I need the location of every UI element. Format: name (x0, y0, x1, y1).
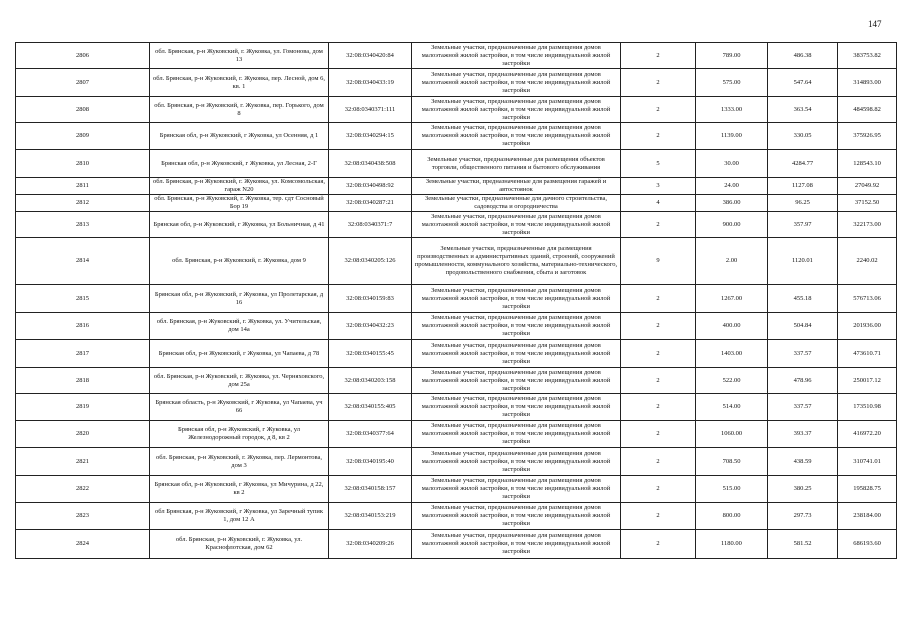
row-number-cell: 2812 (16, 195, 150, 212)
table-row (16, 394, 897, 421)
cadastral-value-cell: 173510.98 (838, 394, 897, 421)
address-cell: обл. Брянская, р-н Жуковский, г. Жуковка, ул. Учительская, дом 14а (150, 313, 329, 340)
rate-cell: 455.18 (768, 285, 838, 313)
land-use-cell: Земельные участки, предназначенные для размещения объектов торговли, общественного питания и бытового обслуживания (412, 150, 621, 178)
cadastral-number-cell: 32:08:0340432:23 (329, 313, 412, 340)
row-number-cell: 2815 (16, 285, 150, 313)
land-use-cell: Земельные участки, предназначенные для размещения домов малоэтажной жилой застройки, в том числе индивидуальной жилой застройки (412, 394, 621, 421)
rate-cell: 330.05 (768, 123, 838, 150)
address-cell: обл. Брянская, р-н Жуковский, г. Жуковка, пер. Лесной, дом 6, кв. 1 (150, 69, 329, 97)
row-number-cell: 2814 (16, 238, 150, 285)
rate-cell: 1120.01 (768, 238, 838, 285)
area-cell: 900.00 (696, 212, 768, 238)
address-cell: обл. Брянская, р-н Жуковский, г. Жуковка, тер. сдт Сосновый Бор 19 (150, 195, 329, 212)
cadastral-value-cell: 2240.02 (838, 238, 897, 285)
cadastral-value-cell: 250017.12 (838, 368, 897, 394)
table-row (16, 69, 897, 97)
area-cell: 1333.00 (696, 97, 768, 123)
area-cell: 708.50 (696, 448, 768, 476)
land-use-cell: Земельные участки, предназначенные для размещения домов малоэтажной жилой застройки, в том числе индивидуальной жилой застройки (412, 285, 621, 313)
area-cell: 800.00 (696, 503, 768, 530)
table-row (16, 476, 897, 503)
group-cell: 5 (621, 150, 696, 178)
table-row (16, 503, 897, 530)
cadastral-number-cell: 32:08:0340205:126 (329, 238, 412, 285)
rate-cell: 478.96 (768, 368, 838, 394)
group-cell: 2 (621, 340, 696, 368)
cadastral-number-cell: 32:08:0340433:19 (329, 69, 412, 97)
address-cell: обл. Брянская, р-н Жуковский, г. Жуковка, ул. Черняховского, дом 25а (150, 368, 329, 394)
area-cell: 24.00 (696, 178, 768, 195)
rate-cell: 337.57 (768, 340, 838, 368)
page-number: 147 (868, 19, 882, 29)
address-cell: Брянская обл, р-н Жуковский, г Жуковка, ул Пролетарская, д 16 (150, 285, 329, 313)
group-cell: 2 (621, 313, 696, 340)
table-row (16, 43, 897, 69)
group-cell: 9 (621, 238, 696, 285)
row-number-cell: 2822 (16, 476, 150, 503)
table-row (16, 313, 897, 340)
address-cell: обл. Брянская, р-н Жуковский, г. Жуковка, ул. Краснофлотская, дом 62 (150, 530, 329, 559)
row-number-cell: 2816 (16, 313, 150, 340)
area-cell: 515.00 (696, 476, 768, 503)
rate-cell: 504.84 (768, 313, 838, 340)
address-cell: обл. Брянская, р-н Жуковский, г. Жуковка, пер. Лермонтова, дом 3 (150, 448, 329, 476)
area-cell: 386.00 (696, 195, 768, 212)
cadastral-number-cell: 32:08:0340155:45 (329, 340, 412, 368)
rate-cell: 486.38 (768, 43, 838, 69)
cadastral-value-cell: 37152.50 (838, 195, 897, 212)
table-row (16, 448, 897, 476)
row-number-cell: 2819 (16, 394, 150, 421)
address-cell: обл. Брянская, р-н Жуковский, г. Жуковка, ул. Гомонова, дом 13 (150, 43, 329, 69)
cadastral-value-cell: 416972.20 (838, 421, 897, 448)
land-use-cell: Земельные участки, предназначенные для размещения домов малоэтажной жилой застройки, в том числе индивидуальной жилой застройки (412, 530, 621, 559)
cadastral-number-cell: 32:08:0340371:111 (329, 97, 412, 123)
table-row (16, 340, 897, 368)
cadastral-value-cell: 473610.71 (838, 340, 897, 368)
area-cell: 1060.00 (696, 421, 768, 448)
row-number-cell: 2823 (16, 503, 150, 530)
area-cell: 30.00 (696, 150, 768, 178)
address-cell: Брянская обл, р-н Жуковский, г Жуковка, ул Мичурина, д 22, кв 2 (150, 476, 329, 503)
table-row (16, 150, 897, 178)
row-number-cell: 2824 (16, 530, 150, 559)
cadastral-number-cell: 32:08:0340158:157 (329, 476, 412, 503)
land-use-cell: Земельные участки, предназначенные для дачного строительства, садоводства и огородничества (412, 195, 621, 212)
cadastral-value-cell: 686193.60 (838, 530, 897, 559)
table-row (16, 238, 897, 285)
group-cell: 2 (621, 476, 696, 503)
cadastral-value-cell: 201936.00 (838, 313, 897, 340)
land-use-cell: Земельные участки, предназначенные для размещения гаражей и автостоянок (412, 178, 621, 195)
group-cell: 2 (621, 503, 696, 530)
cadastral-value-cell: 375926.95 (838, 123, 897, 150)
table-row (16, 530, 897, 559)
area-cell: 522.00 (696, 368, 768, 394)
land-use-cell: Земельные участки, предназначенные для размещения домов малоэтажной жилой застройки, в том числе индивидуальной жилой застройки (412, 340, 621, 368)
area-cell: 575.00 (696, 69, 768, 97)
row-number-cell: 2813 (16, 212, 150, 238)
area-cell: 1180.00 (696, 530, 768, 559)
group-cell: 2 (621, 421, 696, 448)
rate-cell: 393.37 (768, 421, 838, 448)
cadastral-value-cell: 128543.10 (838, 150, 897, 178)
group-cell: 2 (621, 448, 696, 476)
cadastral-number-cell: 32:08:0340438:508 (329, 150, 412, 178)
rate-cell: 438.59 (768, 448, 838, 476)
group-cell: 2 (621, 530, 696, 559)
row-number-cell: 2808 (16, 97, 150, 123)
group-cell: 2 (621, 394, 696, 421)
row-number-cell: 2818 (16, 368, 150, 394)
land-use-cell: Земельные участки, предназначенные для размещения домов малоэтажной жилой застройки, в том числе индивидуальной жилой застройки (412, 123, 621, 150)
row-number-cell: 2809 (16, 123, 150, 150)
rate-cell: 4284.77 (768, 150, 838, 178)
cadastral-value-cell: 484598.82 (838, 97, 897, 123)
table-row (16, 212, 897, 238)
cadastral-number-cell: 32:08:0340155:405 (329, 394, 412, 421)
address-cell: Брянская область, р-н Жуковский, г Жуковка, ул Чапаева, уч 66 (150, 394, 329, 421)
cadastral-number-cell: 32:08:0340153:219 (329, 503, 412, 530)
cadastral-number-cell: 32:08:0340420:84 (329, 43, 412, 69)
row-number-cell: 2806 (16, 43, 150, 69)
land-use-cell: Земельные участки, предназначенные для размещения домов малоэтажной жилой застройки, в том числе индивидуальной жилой застройки (412, 69, 621, 97)
cadastral-number-cell: 32:08:0340159:83 (329, 285, 412, 313)
group-cell: 2 (621, 212, 696, 238)
address-cell: обл. Брянская, р-н Жуковский, г. Жуковка, ул. Комсомольская, гараж N20 (150, 178, 329, 195)
land-use-cell: Земельные участки, предназначенные для размещения домов малоэтажной жилой застройки, в том числе индивидуальной жилой застройки (412, 212, 621, 238)
group-cell: 3 (621, 178, 696, 195)
cadastral-number-cell: 32:08:0340195:40 (329, 448, 412, 476)
rate-cell: 380.25 (768, 476, 838, 503)
rate-cell: 1127.08 (768, 178, 838, 195)
cadastral-number-cell: 32:08:0340294:15 (329, 123, 412, 150)
area-cell: 789.00 (696, 43, 768, 69)
cadastral-value-cell: 238184.00 (838, 503, 897, 530)
rate-cell: 337.57 (768, 394, 838, 421)
cadastral-number-cell: 32:08:0340371:7 (329, 212, 412, 238)
address-cell: обл Брянская, р-н Жуковский, г Жуковка, ул Заречный тупик 1, дом 12 А (150, 503, 329, 530)
group-cell: 2 (621, 285, 696, 313)
rate-cell: 357.97 (768, 212, 838, 238)
cadastral-number-cell: 32:08:0340203:158 (329, 368, 412, 394)
row-number-cell: 2821 (16, 448, 150, 476)
group-cell: 2 (621, 123, 696, 150)
row-number-cell: 2807 (16, 69, 150, 97)
table-row (16, 123, 897, 150)
address-cell: Брянская обл, р-н Жуковский, г Жуковка, ул Железнодорожный городок, д 8, кв 2 (150, 421, 329, 448)
cadastral-value-cell: 322173.00 (838, 212, 897, 238)
cadastral-value-cell: 310741.01 (838, 448, 897, 476)
group-cell: 2 (621, 97, 696, 123)
cadastral-number-cell: 32:08:0340209:26 (329, 530, 412, 559)
group-cell: 2 (621, 368, 696, 394)
rate-cell: 363.54 (768, 97, 838, 123)
land-use-cell: Земельные участки, предназначенные для размещения домов малоэтажной жилой застройки, в том числе индивидуальной жилой застройки (412, 43, 621, 69)
cadastral-number-cell: 32:08:0340498:92 (329, 178, 412, 195)
address-cell: Брянская обл, р-н Жуковский, г Жуковка, ул Осенняя, д 1 (150, 123, 329, 150)
row-number-cell: 2810 (16, 150, 150, 178)
land-use-cell: Земельные участки, предназначенные для размещения домов малоэтажной жилой застройки, в том числе индивидуальной жилой застройки (412, 476, 621, 503)
rate-cell: 96.25 (768, 195, 838, 212)
area-cell: 400.00 (696, 313, 768, 340)
area-cell: 1267.00 (696, 285, 768, 313)
table-row (16, 178, 897, 195)
rate-cell: 297.73 (768, 503, 838, 530)
rate-cell: 547.64 (768, 69, 838, 97)
land-use-cell: Земельные участки, предназначенные для размещения производственных и административных зданий, строений, сооружений промышленности, коммунального хозяйства, материально-технического, продовольственного снабжения, сбыта и заготовок (412, 238, 621, 285)
land-use-cell: Земельные участки, предназначенные для размещения домов малоэтажной жилой застройки, в том числе индивидуальной жилой застройки (412, 368, 621, 394)
land-use-cell: Земельные участки, предназначенные для размещения домов малоэтажной жилой застройки, в том числе индивидуальной жилой застройки (412, 503, 621, 530)
cadastral-value-cell: 314893.00 (838, 69, 897, 97)
address-cell: Брянская обл, р-н Жуковский, г Жуковка, ул Чапаева, д 78 (150, 340, 329, 368)
cadastral-value-cell: 195828.75 (838, 476, 897, 503)
land-use-cell: Земельные участки, предназначенные для размещения домов малоэтажной жилой застройки, в том числе индивидуальной жилой застройки (412, 313, 621, 340)
row-number-cell: 2811 (16, 178, 150, 195)
cadastral-value-cell: 27049.92 (838, 178, 897, 195)
area-cell: 514.00 (696, 394, 768, 421)
land-use-cell: Земельные участки, предназначенные для размещения домов малоэтажной жилой застройки, в том числе индивидуальной жилой застройки (412, 421, 621, 448)
cadastral-number-cell: 32:08:0340287:21 (329, 195, 412, 212)
cadastral-value-cell: 383753.82 (838, 43, 897, 69)
address-cell: Брянская обл, р-н Жуковский, г Жуковка, ул Больничная, д 41 (150, 212, 329, 238)
table-row (16, 368, 897, 394)
group-cell: 2 (621, 43, 696, 69)
rate-cell: 581.52 (768, 530, 838, 559)
group-cell: 4 (621, 195, 696, 212)
table-row (16, 285, 897, 313)
row-number-cell: 2817 (16, 340, 150, 368)
area-cell: 2.00 (696, 238, 768, 285)
table-row (16, 195, 897, 212)
cadastral-number-cell: 32:08:0340377:64 (329, 421, 412, 448)
area-cell: 1403.00 (696, 340, 768, 368)
address-cell: Брянская обл, р-н Жуковский, г Жуковка, ул Лесная, 2-Г (150, 150, 329, 178)
table-row (16, 421, 897, 448)
cadastral-value-table (15, 42, 897, 559)
land-use-cell: Земельные участки, предназначенные для размещения домов малоэтажной жилой застройки, в том числе индивидуальной жилой застройки (412, 97, 621, 123)
group-cell: 2 (621, 69, 696, 97)
cadastral-value-cell: 576713.06 (838, 285, 897, 313)
address-cell: обл. Брянская, р-н Жуковский, г. Жуковка, дом 9 (150, 238, 329, 285)
land-use-cell: Земельные участки, предназначенные для размещения домов малоэтажной жилой застройки, в том числе индивидуальной жилой застройки (412, 448, 621, 476)
address-cell: обл. Брянская, р-н Жуковский, г. Жуковка, пер. Горького, дом 8 (150, 97, 329, 123)
area-cell: 1139.00 (696, 123, 768, 150)
table-row (16, 97, 897, 123)
row-number-cell: 2820 (16, 421, 150, 448)
